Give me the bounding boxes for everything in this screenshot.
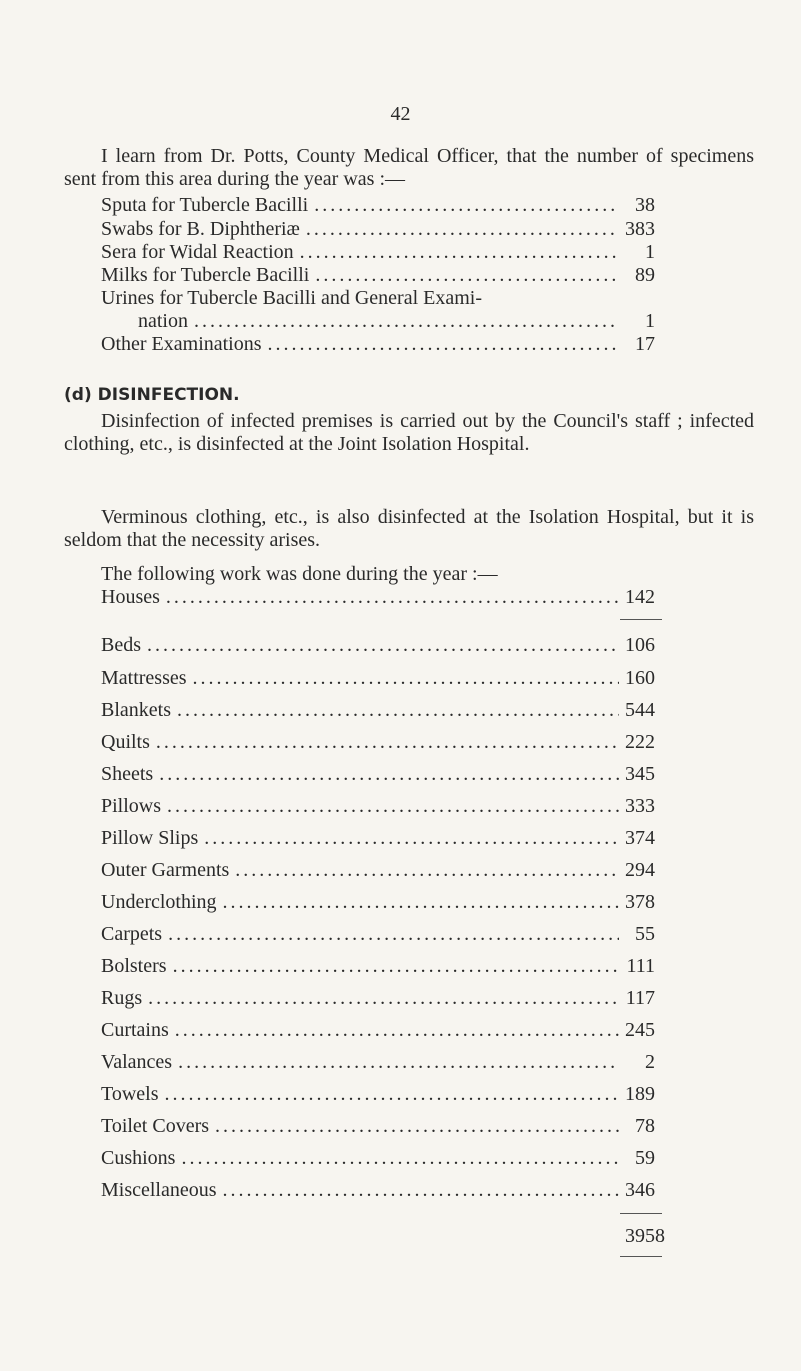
- item-value: 160: [625, 667, 655, 689]
- specimen-value: 89: [635, 264, 655, 286]
- item-value: 544: [625, 699, 655, 721]
- item-row: [101, 1179, 655, 1203]
- dot-leader: [147, 634, 619, 657]
- item-row: [101, 1083, 655, 1107]
- item-label: Carpets: [101, 923, 163, 945]
- dot-leader: [148, 987, 619, 1010]
- item-row: [101, 731, 655, 755]
- item-label: Outer Garments: [101, 859, 230, 881]
- paragraph-text: Disinfection of infected premises is carried out by the Council's staff ; infected clothing, etc., is disinfected at the Joint Isolation Hospital.: [64, 410, 754, 455]
- item-value: 378: [625, 891, 655, 913]
- dot-leader: [168, 923, 619, 946]
- item-row: [101, 1019, 655, 1043]
- total-rule-bottom: [620, 1256, 662, 1257]
- specimen-row: [101, 218, 655, 242]
- item-label: Pillows: [101, 795, 162, 817]
- specimen-label: nation: [138, 310, 188, 332]
- specimen-row: [101, 241, 655, 265]
- item-row: [101, 891, 655, 915]
- item-label: Towels: [101, 1083, 159, 1105]
- dot-leader: [193, 667, 619, 690]
- specimen-label: Sera for Widal Reaction: [101, 241, 294, 263]
- specimen-row: [101, 287, 655, 311]
- item-label: Beds: [101, 634, 141, 656]
- specimen-label: Sputa for Tubercle Bacilli: [101, 194, 309, 216]
- item-row: [101, 634, 655, 658]
- specimen-label: Milks for Tubercle Bacilli: [101, 264, 310, 286]
- item-label: Quilts: [101, 731, 150, 753]
- specimen-row: [138, 310, 655, 334]
- houses-value: 142: [625, 586, 655, 608]
- dot-leader: [164, 1083, 619, 1106]
- item-value: 222: [625, 731, 655, 753]
- intro-paragraph: [64, 145, 754, 191]
- item-label: Blankets: [101, 699, 171, 721]
- item-value: 59: [635, 1147, 655, 1169]
- item-row: [101, 955, 655, 979]
- item-value: 189: [625, 1083, 655, 1105]
- specimen-value: 1: [645, 310, 655, 332]
- page-number: 42: [390, 103, 411, 125]
- item-row: [101, 827, 655, 851]
- dot-leader: [159, 763, 619, 786]
- item-row: [101, 859, 655, 883]
- item-row: [101, 667, 655, 691]
- rule-line: [620, 619, 662, 620]
- item-row: [101, 1115, 655, 1139]
- dot-leader: [215, 1115, 619, 1138]
- specimen-value: 1: [645, 241, 655, 263]
- item-row: [101, 795, 655, 819]
- dot-leader: [175, 1019, 619, 1042]
- item-label: Valances: [101, 1051, 173, 1073]
- specimen-label: Urines for Tubercle Bacilli and General Exami-: [101, 287, 482, 309]
- intro-text: I learn from Dr. Potts, County Medical Officer, that the number of specimens sent from this area during the year was :—: [64, 145, 754, 190]
- dot-leader: [235, 859, 619, 882]
- item-value: 111: [626, 955, 655, 977]
- item-row: [101, 923, 655, 947]
- specimen-label: Other Examinations: [101, 333, 262, 355]
- total-rule-top: [620, 1213, 662, 1214]
- item-label: Cushions: [101, 1147, 176, 1169]
- item-row: [101, 763, 655, 787]
- item-label: Toilet Covers: [101, 1115, 210, 1137]
- disinfection-paragraph-1: [64, 410, 754, 456]
- item-value: 333: [625, 795, 655, 817]
- dot-leader: [177, 699, 619, 722]
- dot-leader: [314, 194, 619, 217]
- dot-leader: [167, 795, 619, 818]
- specimen-value: 383: [625, 218, 655, 240]
- item-label: Miscellaneous: [101, 1179, 217, 1201]
- dot-leader: [306, 218, 619, 241]
- item-label: Underclothing: [101, 891, 217, 913]
- item-value: 106: [625, 634, 655, 656]
- specimen-label: Swabs for B. Diphtheriæ: [101, 218, 300, 240]
- item-value: 245: [625, 1019, 655, 1041]
- houses-label: Houses: [101, 586, 160, 608]
- dot-leader: [204, 827, 619, 850]
- specimen-row: [101, 333, 655, 357]
- item-value: 345: [625, 763, 655, 785]
- item-label: Bolsters: [101, 955, 167, 977]
- dot-leader: [315, 264, 619, 287]
- item-row: [101, 699, 655, 723]
- dot-leader: [156, 731, 619, 754]
- item-label: Curtains: [101, 1019, 169, 1041]
- item-value: 2: [645, 1051, 655, 1073]
- dot-leader: [181, 1147, 619, 1170]
- dot-leader: [223, 891, 619, 914]
- paragraph-text: Verminous clothing, etc., is also disinfected at the Isolation Hospital, but it is seldom that the necessity arises.: [64, 506, 754, 551]
- item-label: Pillow Slips: [101, 827, 199, 849]
- specimen-row: [101, 264, 655, 288]
- item-value: 294: [625, 859, 655, 881]
- item-row: [101, 1051, 655, 1075]
- dot-leader: [166, 586, 619, 609]
- specimen-value: 17: [635, 333, 655, 355]
- item-value: 374: [625, 827, 655, 849]
- section-heading: (d) DISINFECTION.: [64, 385, 240, 405]
- dot-leader: [194, 310, 619, 333]
- work-intro: The following work was done during the year :—: [101, 563, 498, 585]
- item-value: 346: [625, 1179, 655, 1201]
- item-row: [101, 1147, 655, 1171]
- item-value: 55: [635, 923, 655, 945]
- item-label: Mattresses: [101, 667, 187, 689]
- houses-row: [101, 586, 655, 610]
- dot-leader: [268, 333, 619, 356]
- dot-leader: [173, 955, 619, 978]
- specimen-row: [101, 194, 655, 218]
- dot-leader: [223, 1179, 619, 1202]
- item-label: Rugs: [101, 987, 143, 1009]
- item-label: Sheets: [101, 763, 154, 785]
- dot-leader: [300, 241, 619, 264]
- disinfection-paragraph-2: [64, 506, 754, 552]
- dot-leader: [178, 1051, 619, 1074]
- specimen-value: 38: [635, 194, 655, 216]
- total-value: 3958: [625, 1225, 665, 1247]
- item-row: [101, 987, 655, 1011]
- item-value: 78: [635, 1115, 655, 1137]
- item-value: 117: [625, 987, 655, 1009]
